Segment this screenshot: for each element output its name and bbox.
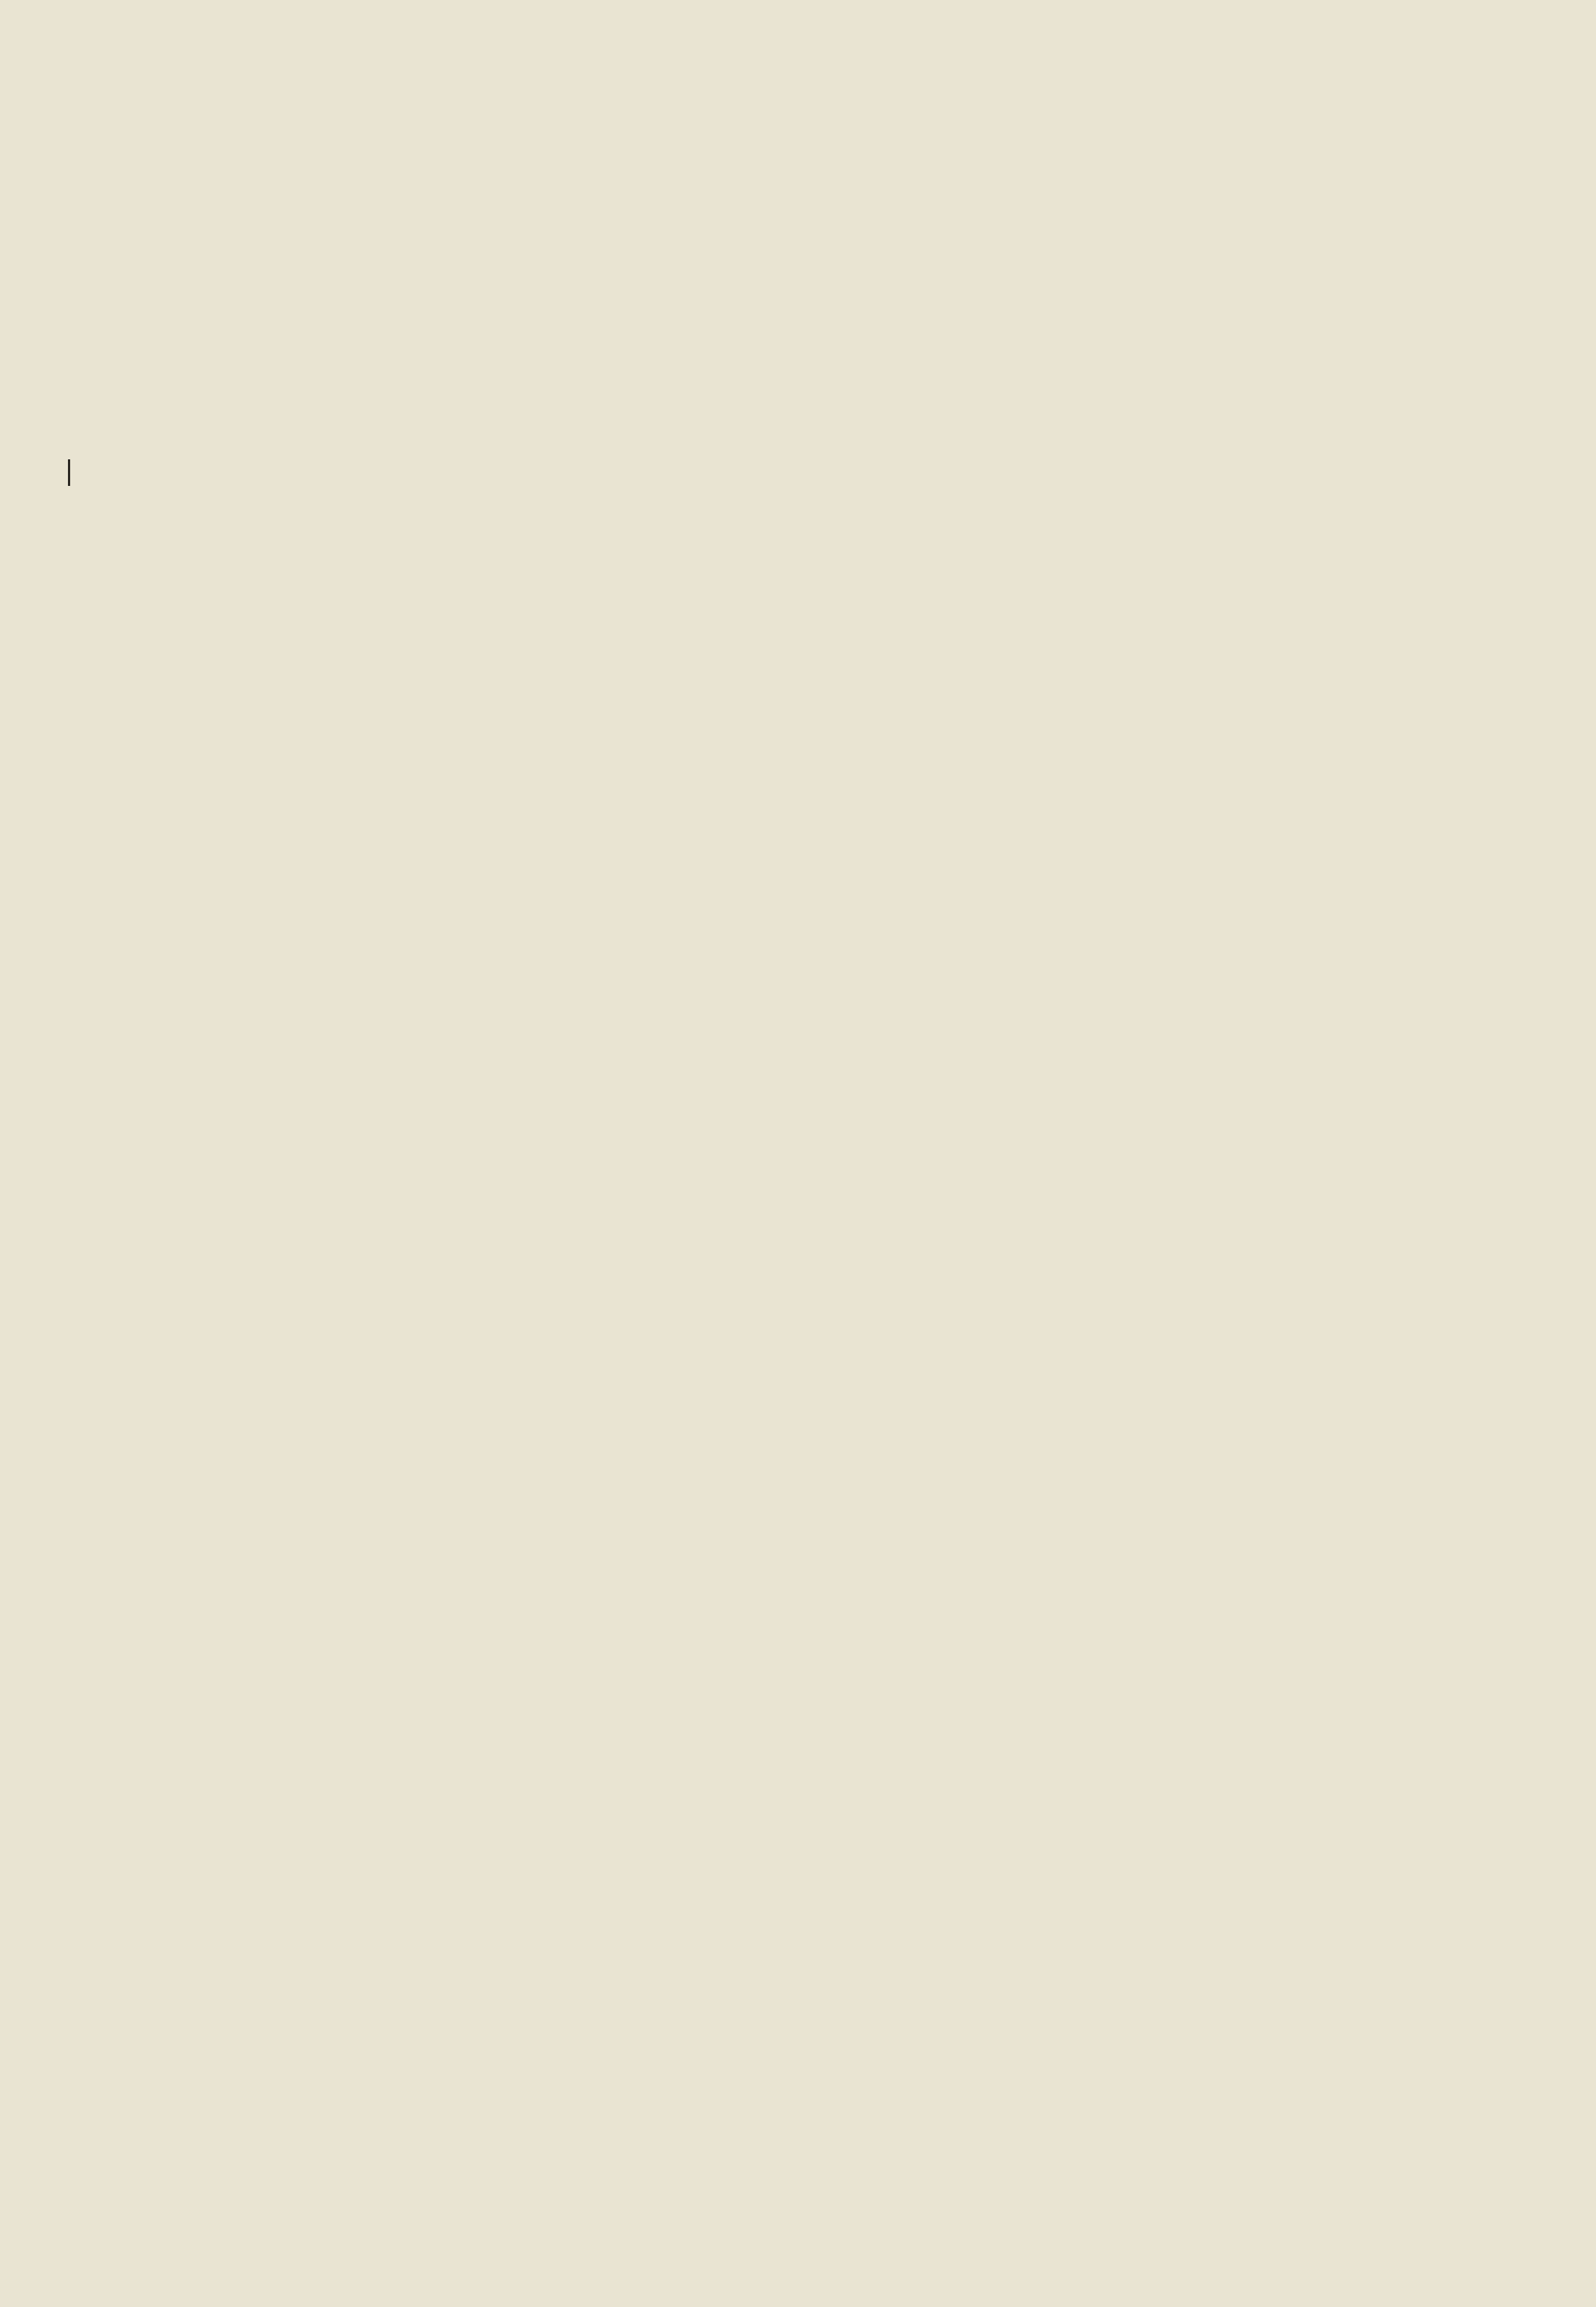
- music-system-3: [109, 1122, 1521, 1403]
- music-system-2: [109, 642, 1521, 1056]
- verse-3-line-a: [205, 387, 251, 419]
- staff-pair-3: [109, 1122, 1521, 1403]
- verse-2-line-a: [205, 354, 251, 387]
- verse-4-line-a: [205, 419, 251, 452]
- staff-pair-4: [109, 1447, 1521, 1728]
- staff-pair-1: [109, 196, 1521, 610]
- staff-pair-5: [109, 1772, 1521, 2068]
- staff-pair-2: [109, 642, 1521, 1056]
- margin-mark: [68, 459, 70, 486]
- music-system-5: [109, 1772, 1521, 2068]
- verse-1-line-a: [205, 322, 251, 354]
- music-system-4: [109, 1447, 1521, 1728]
- music-system-1: [109, 196, 1521, 610]
